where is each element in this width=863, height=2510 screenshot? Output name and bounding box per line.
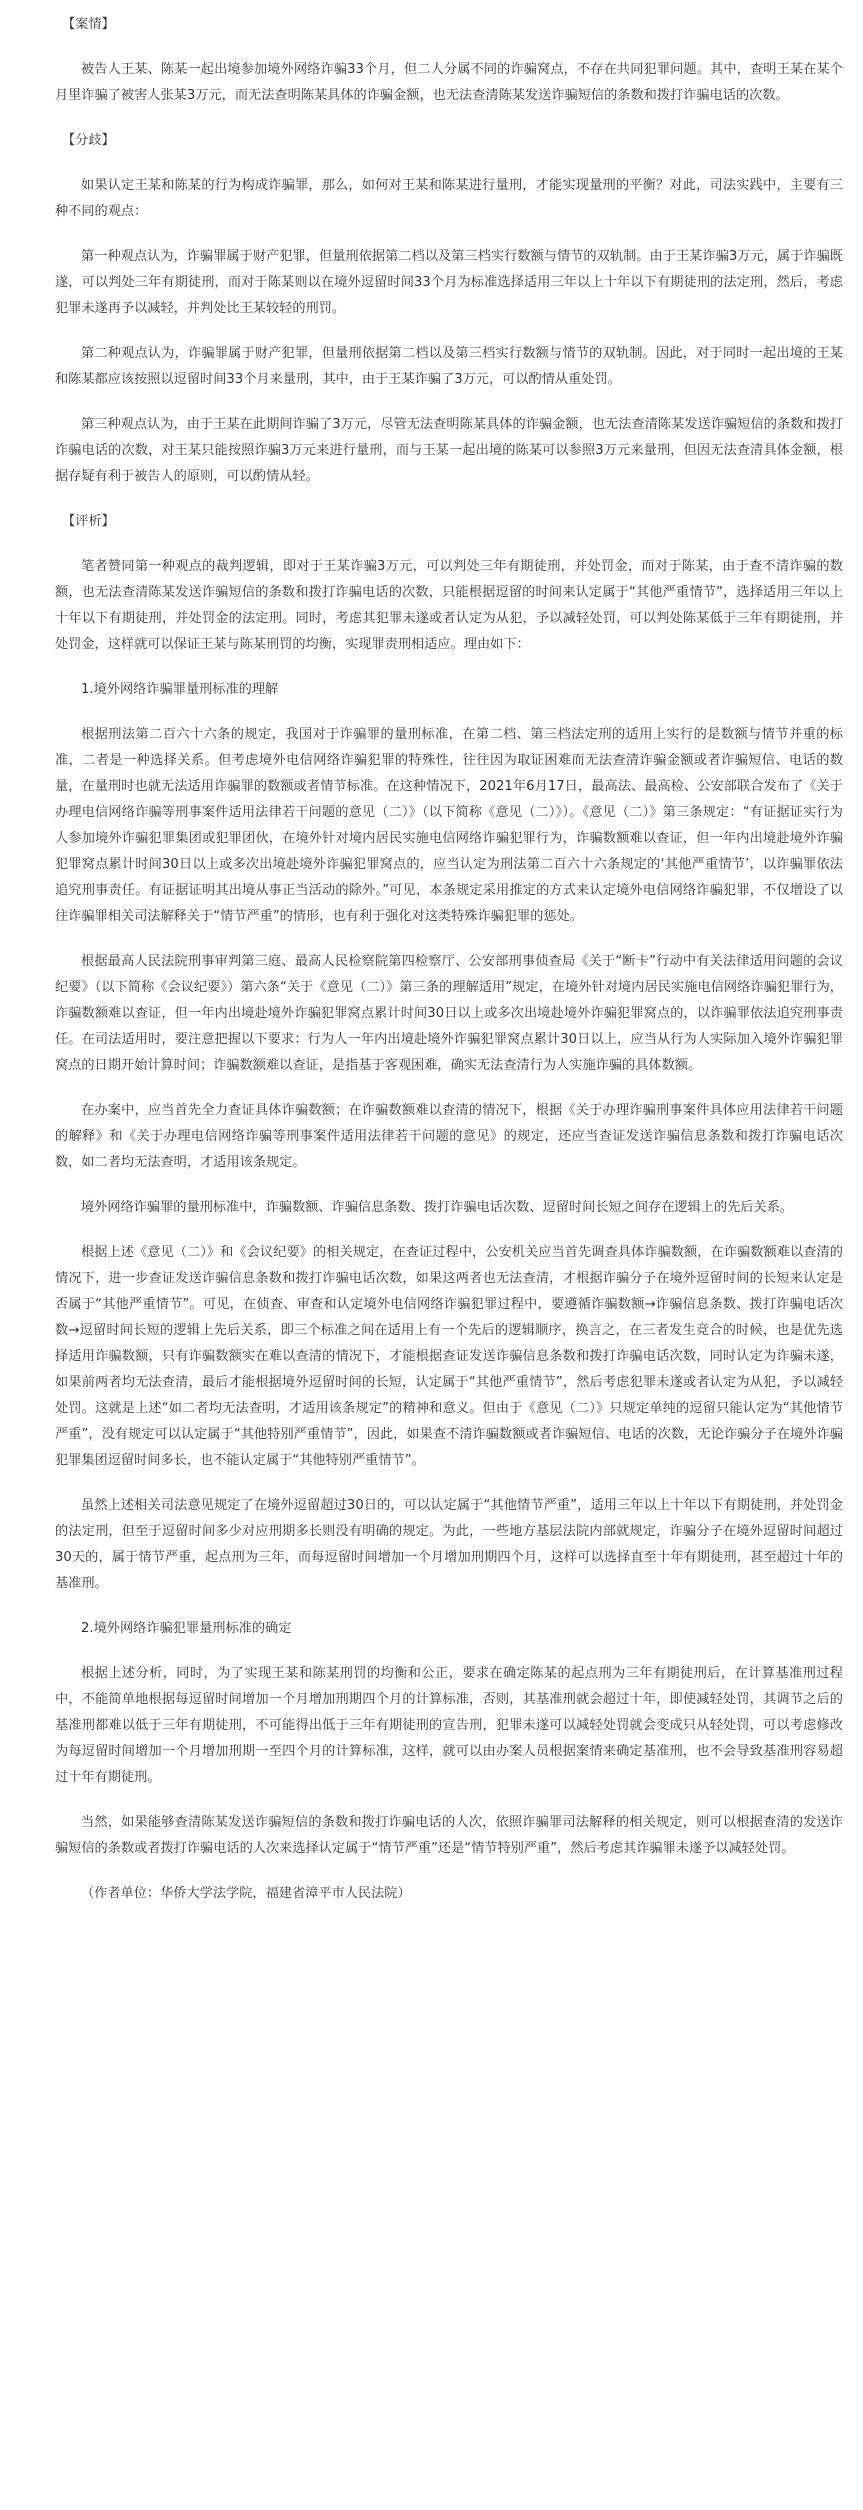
paragraph-local-rules: 虽然上述相关司法意见规定了在境外逗留超过30日的，可以认定属于“其他情节严重”，适用三年以上十年以下有期徒刑，并处罚金的法定刑，但至于逗留时间多少对应刑期多长则没有明确的规定。为此，一些地方基层法院内部就规定，诈骗分子在境外逗留时间超过30天的，属于情节严重，起点刑为三年，而每逗留时间增加一个月增加刑期四个月，这样可以选择直至十年有期徒刑，甚至超过十年的基准刑。 xyxy=(55,1498,843,1591)
paragraph-view-two: 第二种观点认为，诈骗罪属于财产犯罪，但量刑依据第二档以及第三档实行数额与情节的双轨制。因此，对于同时一起出境的王某和陈某都应该按照以逗留时间33个月来量刑，其中，由于王某诈骗了3万元，可以酌情从重处罚。 xyxy=(55,346,843,387)
paragraph-conclusion: 当然，如果能够查清陈某发送诈骗短信的条数和拨打诈骗电话的人次，依照诈骗罪司法解释的相关规定，则可以根据查清的发送诈骗短信的条数或者拨打诈骗电话的人次来选择认定属于“情节严重”还是“情节特别严重”，然后考虑其诈骗罪未遂予以减轻处罚。 xyxy=(55,1815,843,1856)
paragraph-criminal-law-article: 根据刑法第二百六十六条的规定，我国对于诈骗罪的量刑标准，在第二档、第三档法定刑的适用上实行的是数额与情节并重的标准，二者是一种选择关系。但考虑境外电信网络诈骗犯罪的特殊性，往往因为取证困难而无法查清诈骗金额或者诈骗短信、电话的数量，在量刑时也就无法适用诈骗罪的数额或者情节标准。在这种情况下，2021年6月17日，最高法、最高检、公安部联合发布了《关于办理电信网络诈骗等刑事案件适用法律若干问题的意见（二）》（以下简称《意见（二）》）。《意见（二）》第三条规定：“有证据证实行为人参加境外诈骗犯罪集团或犯罪团伙，在境外针对境内居民实施电信网络诈骗犯罪行为，诈骗数额难以查证，但一年内出境赴境外诈骗犯罪窝点累计时间30日以上或多次出境赴境外诈骗犯罪窝点的，应当认定为刑法第二百六十六条规定的‘其他严重情节’，以诈骗罪依法追究刑事责任。有证据证明其出境从事正当活动的除外。”可见，本条规定采用推定的方式来认定境外电信网络诈骗犯罪，不仅增设了以往诈骗罪相关司法解释关于“情节严重”的情形，也有利于强化对这类特殊诈骗犯罪的惩处。 xyxy=(55,727,843,924)
paragraph-dispute-intro: 如果认定王某和陈某的行为构成诈骗罪，那么，如何对王某和陈某进行量刑，才能实现量刑的平衡？对此，司法实践中，主要有三种不同的观点： xyxy=(55,178,843,219)
paragraph-comment-opinion: 笔者赞同第一种观点的裁判逻辑，即对于王某诈骗3万元，可以判处三年有期徒刑，并处罚金，而对于陈某，由于查不清诈骗的数额，也无法查清陈某发送诈骗短信的条数和拨打诈骗电话的次数，只能根据逗留的时间来认定属于“其他严重情节”，选择适用三年以上十年以下有期徒刑，并处罚金的法定刑。同时，考虑其犯罪未遂或者认定为从犯，予以减轻处罚，可以判处陈某低于三年有期徒刑，并处罚金，这样就可以保证王某与陈某刑罚的均衡，实现罪责刑相适应。理由如下： xyxy=(55,559,843,652)
section-label-dispute: 【分歧】 xyxy=(62,133,115,148)
section-label-case: 【案情】 xyxy=(62,17,115,32)
paragraph-base-penalty: 根据上述分析，同时，为了实现王某和陈某刑罚的均衡和公正，要求在确定陈某的起点刑为三年有期徒刑后，在计算基准刑过程中，不能简单地根据每逗留时间增加一个月增加刑期四个月的计算标准，否则，其基准刑就会超过十年，即使减轻处罚，其调节之后的基准刑都难以低于三年有期徒刑，不可能得出低于三年有期徒刑的宣告刑，犯罪未遂可以减轻处罚就会变成只从轻处罚，可以考虑修改为每逗留时间增加一个月增加刑期一至四个月的计算标准，这样，就可以由办案人员根据案情来确定基准刑，也不会导致基准刑容易超过十年有期徒刑。 xyxy=(55,1666,843,1785)
subheading-sentencing-standard-understanding: 1.境外网络诈骗罪量刑标准的理解 xyxy=(81,682,279,697)
paragraph-logical-order: 境外网络诈骗罪的量刑标准中，诈骗数额、诈骗信息条数、拨打诈骗电话次数、逗留时间长短之间存在逻辑上的先后关系。 xyxy=(81,1200,794,1215)
author-affiliation: （作者单位：华侨大学法学院，福建省漳平市人民法院） xyxy=(81,1886,411,1901)
paragraph-view-one: 第一种观点认为，诈骗罪属于财产犯罪，但量刑依据第二档以及第三档实行数额与情节的双轨制。由于王某诈骗3万元，属于诈骗既遂，可以判处三年有期徒刑，而对于陈某则以在境外逗留时间33个月为标准选择适用三年以上十年以下有期徒刑的法定刑，然后，考虑犯罪未遂再予以减轻，并判处比王某较轻的刑罚。 xyxy=(55,249,843,316)
paragraph-investigation-order: 根据上述《意见（二）》和《会议纪要》的相关规定，在查证过程中，公安机关应当首先调查具体诈骗数额，在诈骗数额难以查清的情况下，进一步查证发送诈骗信息条数和拨打诈骗电话次数，如果这两者也无法查清，才根据诈骗分子在境外逗留时间的长短来认定是否属于“其他严重情节”。可见，在侦查、审查和认定境外电信网络诈骗犯罪过程中，要遵循诈骗数额→诈骗信息条数、拨打诈骗电话次数→逗留时间长短的逻辑上先后关系，即三个标准之间在适用上有一个先后的逻辑顺序，换言之，在三者发生竞合的时候，也是优先选择适用诈骗数额，只有诈骗数额实在难以查清的情况下，才能根据查证发送诈骗信息条数和拨打诈骗电话次数，同时认定为诈骗未遂，如果前两者均无法查清，最后才能根据境外逗留时间的长短，认定属于“其他严重情节”，然后考虑犯罪未遂或者认定为从犯，予以减轻处罚。这就是上述“如二者均无法查明，才适用该条规定”的精神和意义。但由于《意见（二）》只规定单纯的逗留只能认定为“其他情节严重”，没有规定可以认定属于“其他特别严重情节”，因此，如果查不清诈骗数额或者诈骗短信、电话的次数，无论诈骗分子在境外诈骗犯罪集团逗留时间多长，也不能认定属于“其他特别严重情节”。 xyxy=(55,1245,843,1468)
paragraph-case-handling: 在办案中，应当首先全力查证具体诈骗数额；在诈骗数额难以查清的情况下，根据《关于办理诈骗刑事案件具体应用法律若干问题的解释》和《关于办理电信网络诈骗等刑事案件适用法律若干问题的意见》的规定，还应当查证发送诈骗信息条数和拨打诈骗电话次数，如二者均无法查明，才适用该条规定。 xyxy=(55,1103,843,1170)
paragraph-view-three: 第三种观点认为，由于王某在此期间诈骗了3万元，尽管无法查明陈某具体的诈骗金额，也无法查清陈某发送诈骗短信的条数和拨打诈骗电话的次数，对王某只能按照诈骗3万元来进行量刑，而与王某一起出境的陈某可以参照3万元来量刑，但因无法查清具体金额，根据存疑有利于被告人的原则，可以酌情从轻。 xyxy=(55,417,843,484)
section-label-comment: 【评析】 xyxy=(62,514,115,529)
subheading-sentencing-standard-determination: 2.境外网络诈骗犯罪量刑标准的确定 xyxy=(81,1621,292,1636)
paragraph-case-facts: 被告人王某、陈某一起出境参加境外网络诈骗33个月，但二人分属不同的诈骗窝点，不存在共同犯罪问题。其中，查明王某在某个月里诈骗了被害人张某3万元，而无法查明陈某具体的诈骗金额，也无法查清陈某发送诈骗短信的条数和拨打诈骗电话的次数。 xyxy=(55,62,843,103)
paragraph-meeting-minutes: 根据最高人民法院刑事审判第三庭、最高人民检察院第四检察厅、公安部刑事侦查局《关于“断卡”行动中有关法律适用问题的会议纪要》（以下简称《会议纪要》）第六条“关于《意见（二）》第三条的理解适用”规定，在境外针对境内居民实施电信网络诈骗犯罪行为，诈骗数额难以查证，但一年内出境赴境外诈骗犯罪窝点累计时间30日以上或多次出境赴境外诈骗犯罪窝点的，以诈骗罪依法追究刑事责任。在司法适用时，要注意把握以下要求：行为人一年内出境赴境外诈骗犯罪窝点累计30日以上，应当从行为人实际加入境外诈骗犯罪窝点的日期开始计算时间；诈骗数额难以查证，是指基于客观困难，确实无法查清行为人实施诈骗的具体数额。 xyxy=(55,954,843,1073)
